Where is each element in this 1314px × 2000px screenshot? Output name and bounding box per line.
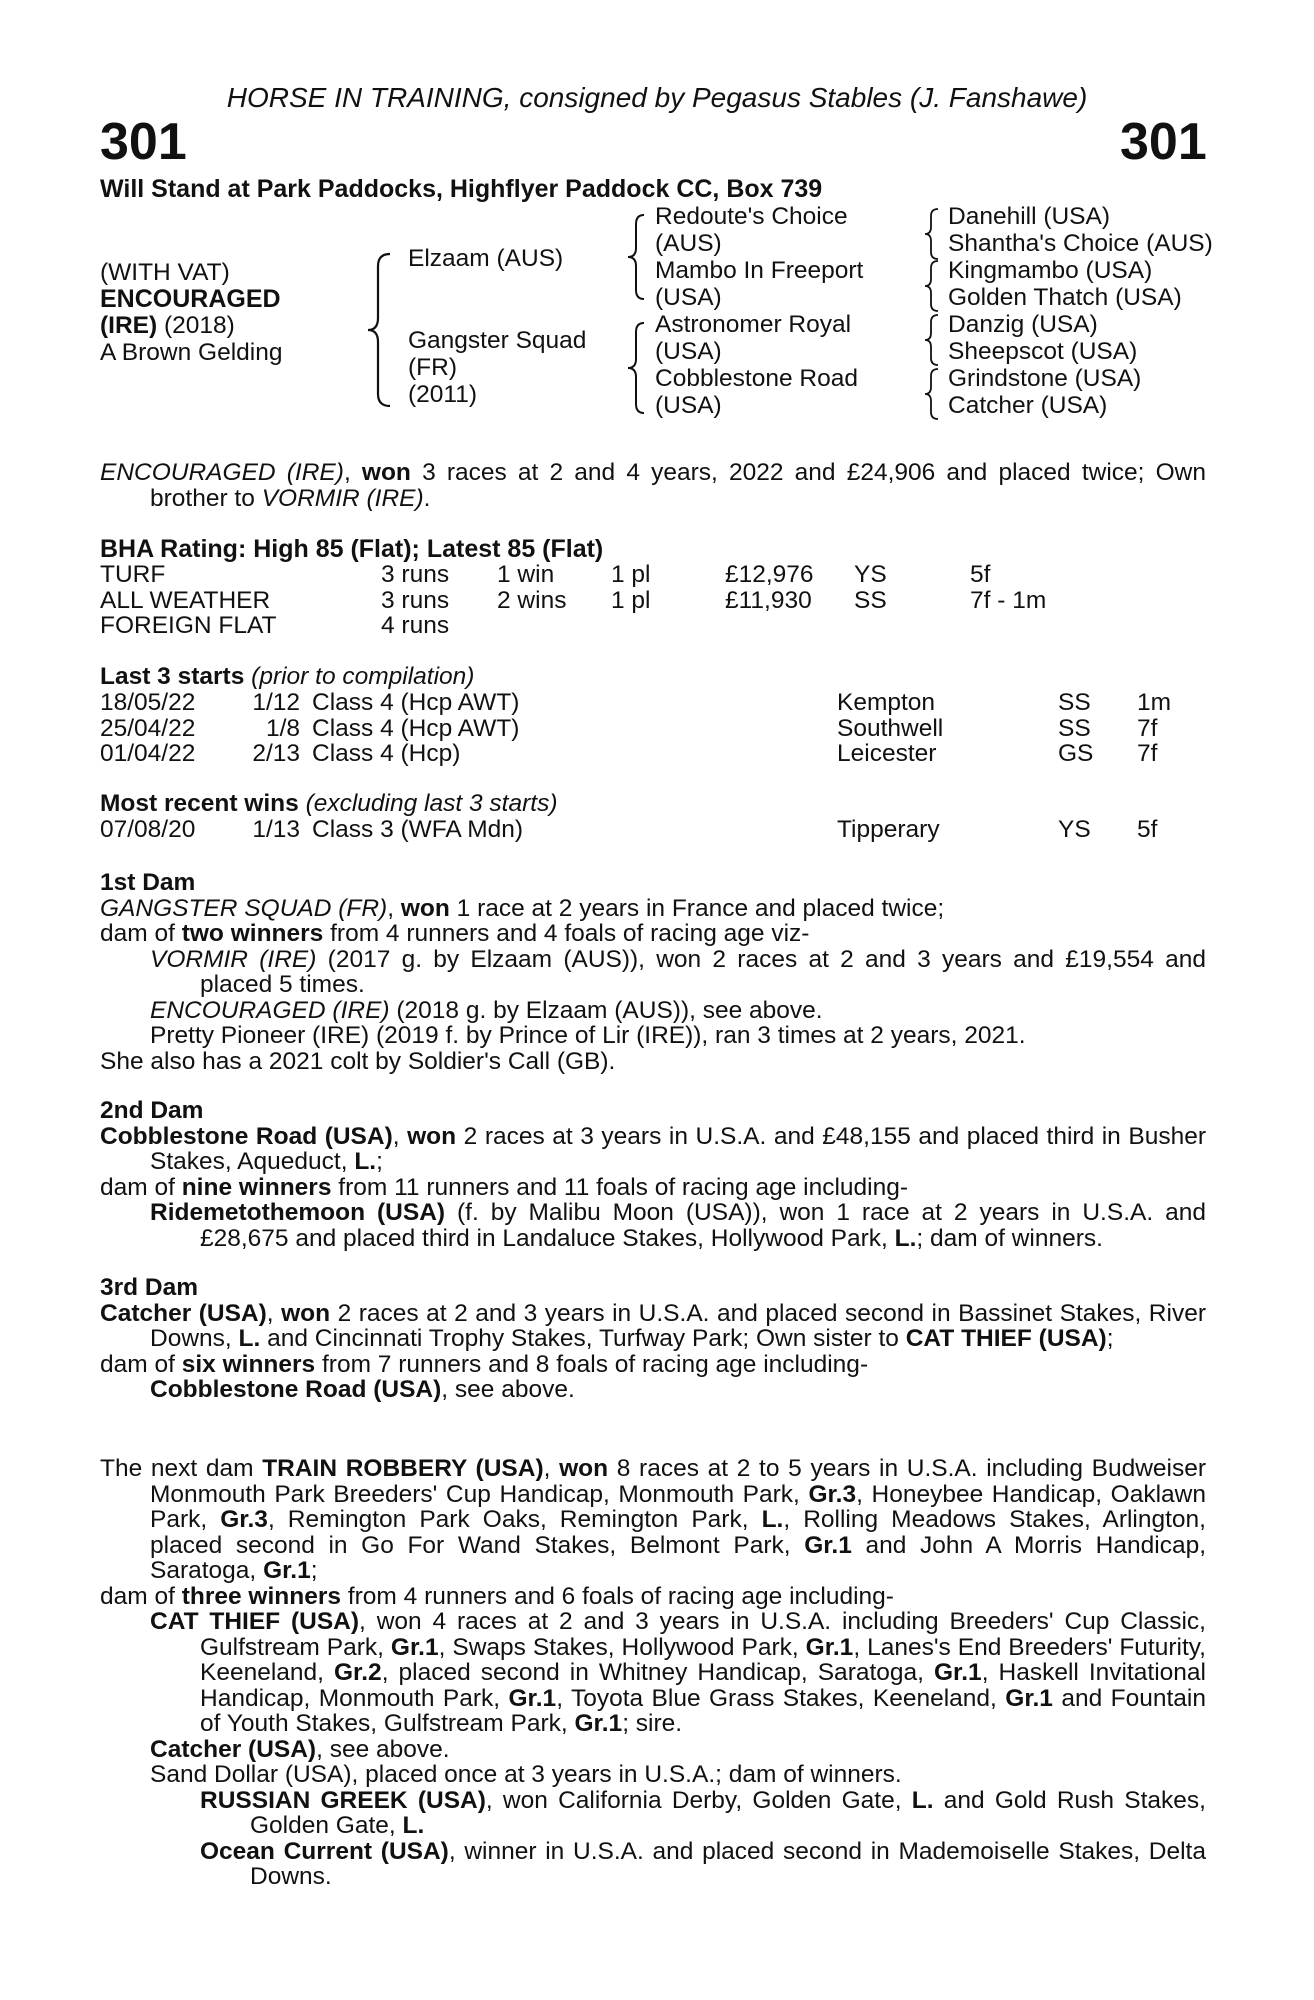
start-row [100, 690, 1197, 716]
start-date: 01/04/22 [100, 740, 196, 767]
pedigree-ssd: Shantha's Choice (AUS) [948, 230, 1213, 257]
record-wins [497, 613, 611, 639]
record-surface: TURF [100, 561, 166, 588]
bha-rating: BHA Rating: High 85 (Flat); Latest 85 (Flat) [100, 535, 604, 563]
pedigree-dam-l3: (2011) [408, 381, 478, 408]
first-dam-progeny [100, 947, 1206, 1049]
start-date: 25/04/22 [100, 714, 196, 742]
pedigree-brace-main [360, 250, 400, 410]
third-dam-progeny [100, 1377, 1206, 1403]
pedigree-sd-l1: Mambo In Freeport [655, 257, 864, 284]
pedigree-sd-l2: (USA) [655, 284, 722, 311]
pedigree-dsd: Sheepscot (USA) [948, 338, 1138, 365]
record-row [100, 588, 1090, 614]
record-prize [725, 613, 854, 639]
vat-note: (WITH VAT) [100, 259, 230, 286]
pedigree-ss-l2: (AUS) [655, 230, 722, 257]
record-wins: 2 wins [497, 586, 567, 614]
record-runs: 3 runs [381, 586, 450, 614]
pedigree-ds-l1: Astronomer Royal [655, 311, 852, 338]
first-dam-produce: dam of two winners from 4 runners and 4 foals of racing age viz- [100, 920, 810, 947]
start-cls: Class 4 (Hcp AWT) [312, 689, 520, 716]
start-going: SS [1058, 689, 1091, 716]
start-row [100, 716, 1197, 742]
start-date: 18/05/22 [100, 689, 196, 716]
last-starts-table [100, 690, 1197, 767]
lot-number-right: 301 [1120, 113, 1207, 171]
record-going: SS [854, 586, 887, 614]
pedigree-dam-l1: Gangster Squad [408, 327, 587, 354]
win-dist: 5f [1137, 816, 1158, 843]
pedigree-dd-l2: (USA) [655, 392, 722, 419]
record-row [100, 613, 1090, 639]
pedigree-brace-dd [920, 366, 944, 422]
racing-record-table [100, 562, 1090, 639]
start-going: GS [1058, 740, 1094, 767]
sand-dollar-progeny [100, 1788, 1206, 1890]
third-dam-record: Catcher (USA), won 2 races at 2 and 3 years in U.S.A. and placed second in Bassinet Stakes, River Downs, L. and Cincinnati Trophy Stakes, Turfway Park; Own sister to CAT THIEF (USA); [100, 1299, 1206, 1352]
start-row [100, 741, 1197, 767]
pedigree-sire: Elzaam (AUS) [408, 245, 564, 272]
second-dam-section [100, 1098, 1206, 1251]
start-course: Southwell [837, 714, 944, 742]
pedigree-dam-l2: (FR) [408, 354, 457, 381]
record-surface: FOREIGN FLAT [100, 612, 277, 639]
last-starts-heading: Last 3 starts (prior to compilation) [100, 663, 475, 690]
start-cls: Class 4 (Hcp) [312, 740, 461, 767]
pedigree-sdd: Golden Thatch (USA) [948, 284, 1182, 311]
second-dam-record: Cobblestone Road (USA), won 2 races at 3 years in U.S.A. and £48,155 and placed third in Busher Stakes, Aqueduct, L.; [100, 1122, 1206, 1175]
record-pl: 1 pl [611, 586, 651, 614]
third-dam-section [100, 1275, 1206, 1403]
win-row [100, 817, 1197, 843]
second-dam-produce: dam of nine winners from 11 runners and 11 foals of racing age including- [100, 1173, 909, 1201]
win-date: 07/08/20 [100, 816, 196, 843]
progeny-ocean-current: Ocean Current (USA), winner in U.S.A. and placed second in Mademoiselle Stakes, Delta Downs. [200, 1837, 1206, 1890]
second-dam-heading: 2nd Dam [100, 1097, 204, 1124]
next-dam-progeny [100, 1609, 1206, 1788]
third-dam-produce: dam of six winners from 7 runners and 8 foals of racing age including- [100, 1350, 869, 1378]
pedigree-sss: Danehill (USA) [948, 203, 1111, 230]
progeny-pretty-pioneer: Pretty Pioneer (IRE) (2019 f. by Prince of Lir (IRE)), ran 3 times at 2 years, 2021. [150, 1022, 1026, 1049]
recent-wins-table [100, 817, 1197, 843]
record-pl [611, 613, 725, 639]
record-dist: 7f - 1m [970, 586, 1047, 614]
pedigree-dd-l1: Cobblestone Road [655, 365, 858, 392]
record-prize: £12,976 [725, 561, 814, 588]
start-course: Kempton [837, 689, 936, 716]
horse-name: ENCOURAGED [100, 285, 281, 313]
record-surface: ALL WEATHER [100, 586, 271, 614]
record-going: YS [854, 561, 887, 588]
start-dist: 7f [1137, 740, 1158, 767]
third-dam-heading: 3rd Dam [100, 1274, 199, 1301]
win-going: YS [1058, 816, 1091, 843]
start-dist: 7f [1137, 714, 1158, 742]
pedigree-brace-ss [920, 206, 944, 262]
record-prize: £11,930 [725, 586, 812, 614]
consignment-line: HORSE IN TRAINING, consigned by Pegasus Stables (J. Fanshawe) [226, 82, 1088, 113]
win-course: Tipperary [837, 816, 940, 843]
first-dam-also: She also has a 2021 colt by Soldier's Call (GB). [100, 1047, 616, 1075]
first-dam-heading: 1st Dam [100, 869, 196, 896]
pedigree-sds: Kingmambo (USA) [948, 257, 1153, 284]
start-course: Leicester [837, 740, 937, 767]
pedigree-ss-l1: Redoute's Choice [655, 203, 848, 230]
next-dam-section [100, 1456, 1206, 1890]
win-pos: 1/13 [252, 816, 300, 843]
horse-name-country: (IRE) (2018) [100, 312, 235, 339]
start-going: SS [1058, 714, 1091, 742]
next-dam-record: The next dam TRAIN ROBBERY (USA), won 8 races at 2 to 5 years in U.S.A. including Budweiser Monmouth Park Breeders' Cup Handicap, Monmouth Park, Gr.3, Honeybee Handicap, Oaklawn Park, Gr.3, Remington Park Oaks, Remington Park, L., Rolling Meadows Stakes, Arlington, placed second in Go For Wand Stakes, Belmont Park, Gr.1 and John A Morris Handicap, Saratoga, Gr.1; [100, 1455, 1207, 1584]
progeny-russian-greek: RUSSIAN GREEK (USA), won California Derby, Golden Gate, L. and Gold Rush Stakes, Golden Gate, L. [200, 1786, 1206, 1839]
record-dist: 5f [970, 561, 991, 588]
recent-wins-heading: Most recent wins (excluding last 3 starts) [100, 790, 558, 817]
win-cls: Class 3 (WFA Mdn) [312, 816, 524, 843]
progeny-catcher: Catcher (USA), see above. [150, 1735, 450, 1763]
first-dam-record: GANGSTER SQUAD (FR), won 1 race at 2 years in France and placed twice; [100, 894, 945, 922]
record-runs: 3 runs [381, 561, 450, 588]
progeny-ridemetothemoon: Ridemetothemoon (USA) (f. by Malibu Moon (USA)), won 1 race at 2 years in U.S.A. and £28,675 and placed third in Landaluce Stakes, Hollywood Park, L.; dam of winners. [150, 1199, 1206, 1252]
first-dam-section [100, 870, 1206, 1074]
progeny-encouraged: ENCOURAGED (IRE) (2018 g. by Elzaam (AUS)), see above. [150, 996, 823, 1024]
record-dist [970, 613, 1090, 639]
start-pos: 2/13 [252, 740, 300, 767]
progeny-cat-thief: CAT THIEF (USA), won 4 races at 2 and 3 years in U.S.A. including Breeders' Cup Classic, Gulfstream Park, Gr.1, Swaps Stakes, Hollywood Park, Gr.1, Lanes's End Breeders' Futurity, Keeneland, Gr.2, placed second in Whitney Handicap, Saratoga, Gr.1, Haskell Invitational Handicap, Monmouth Park, Gr.1, Toyota Blue Grass Stakes, Keeneland, Gr.1 and Fountain of Youth Stakes, Gulfstream Park, Gr.1; sire. [150, 1608, 1206, 1737]
start-pos: 1/12 [252, 689, 300, 716]
start-cls: Class 4 (Hcp AWT) [312, 714, 520, 742]
record-runs: 4 runs [381, 612, 450, 639]
second-dam-progeny [100, 1200, 1206, 1251]
pedigree-brace-sire [622, 212, 652, 302]
start-pos: 1/8 [265, 714, 300, 742]
pedigree-brace-ds [920, 312, 944, 368]
stand-location: Will Stand at Park Paddocks, Highflyer Paddock CC, Box 739 [100, 175, 823, 203]
progeny-cobblestone-road: Cobblestone Road (USA), see above. [150, 1376, 575, 1403]
record-pl: 1 pl [611, 561, 651, 588]
progeny-vormir: VORMIR (IRE) (2017 g. by Elzaam (AUS)), won 2 races at 2 and 3 years and £19,554 and placed 5 times. [150, 945, 1206, 998]
start-dist: 1m [1137, 689, 1172, 716]
horse-description: A Brown Gelding [100, 339, 283, 366]
pedigree-ddd: Catcher (USA) [948, 392, 1108, 419]
pedigree-brace-dam [622, 320, 652, 416]
record-wins: 1 win [497, 561, 555, 588]
progeny-sand-dollar: Sand Dollar (USA), placed once at 3 years in U.S.A.; dam of winners. [150, 1761, 902, 1788]
horse-summary: ENCOURAGED (IRE), won 3 races at 2 and 4 years, 2022 and £24,906 and placed twice; Own brother to VORMIR (IRE). [100, 459, 1206, 512]
lot-number-left: 301 [100, 113, 187, 171]
pedigree-brace-sd [920, 258, 944, 314]
pedigree-ds-l2: (USA) [655, 338, 722, 365]
record-going [854, 613, 970, 639]
record-row [100, 562, 1090, 588]
next-dam-produce: dam of three winners from 4 runners and 6 foals of racing age including- [100, 1582, 894, 1610]
pedigree-dds: Grindstone (USA) [948, 365, 1142, 392]
pedigree-dss: Danzig (USA) [948, 311, 1098, 338]
